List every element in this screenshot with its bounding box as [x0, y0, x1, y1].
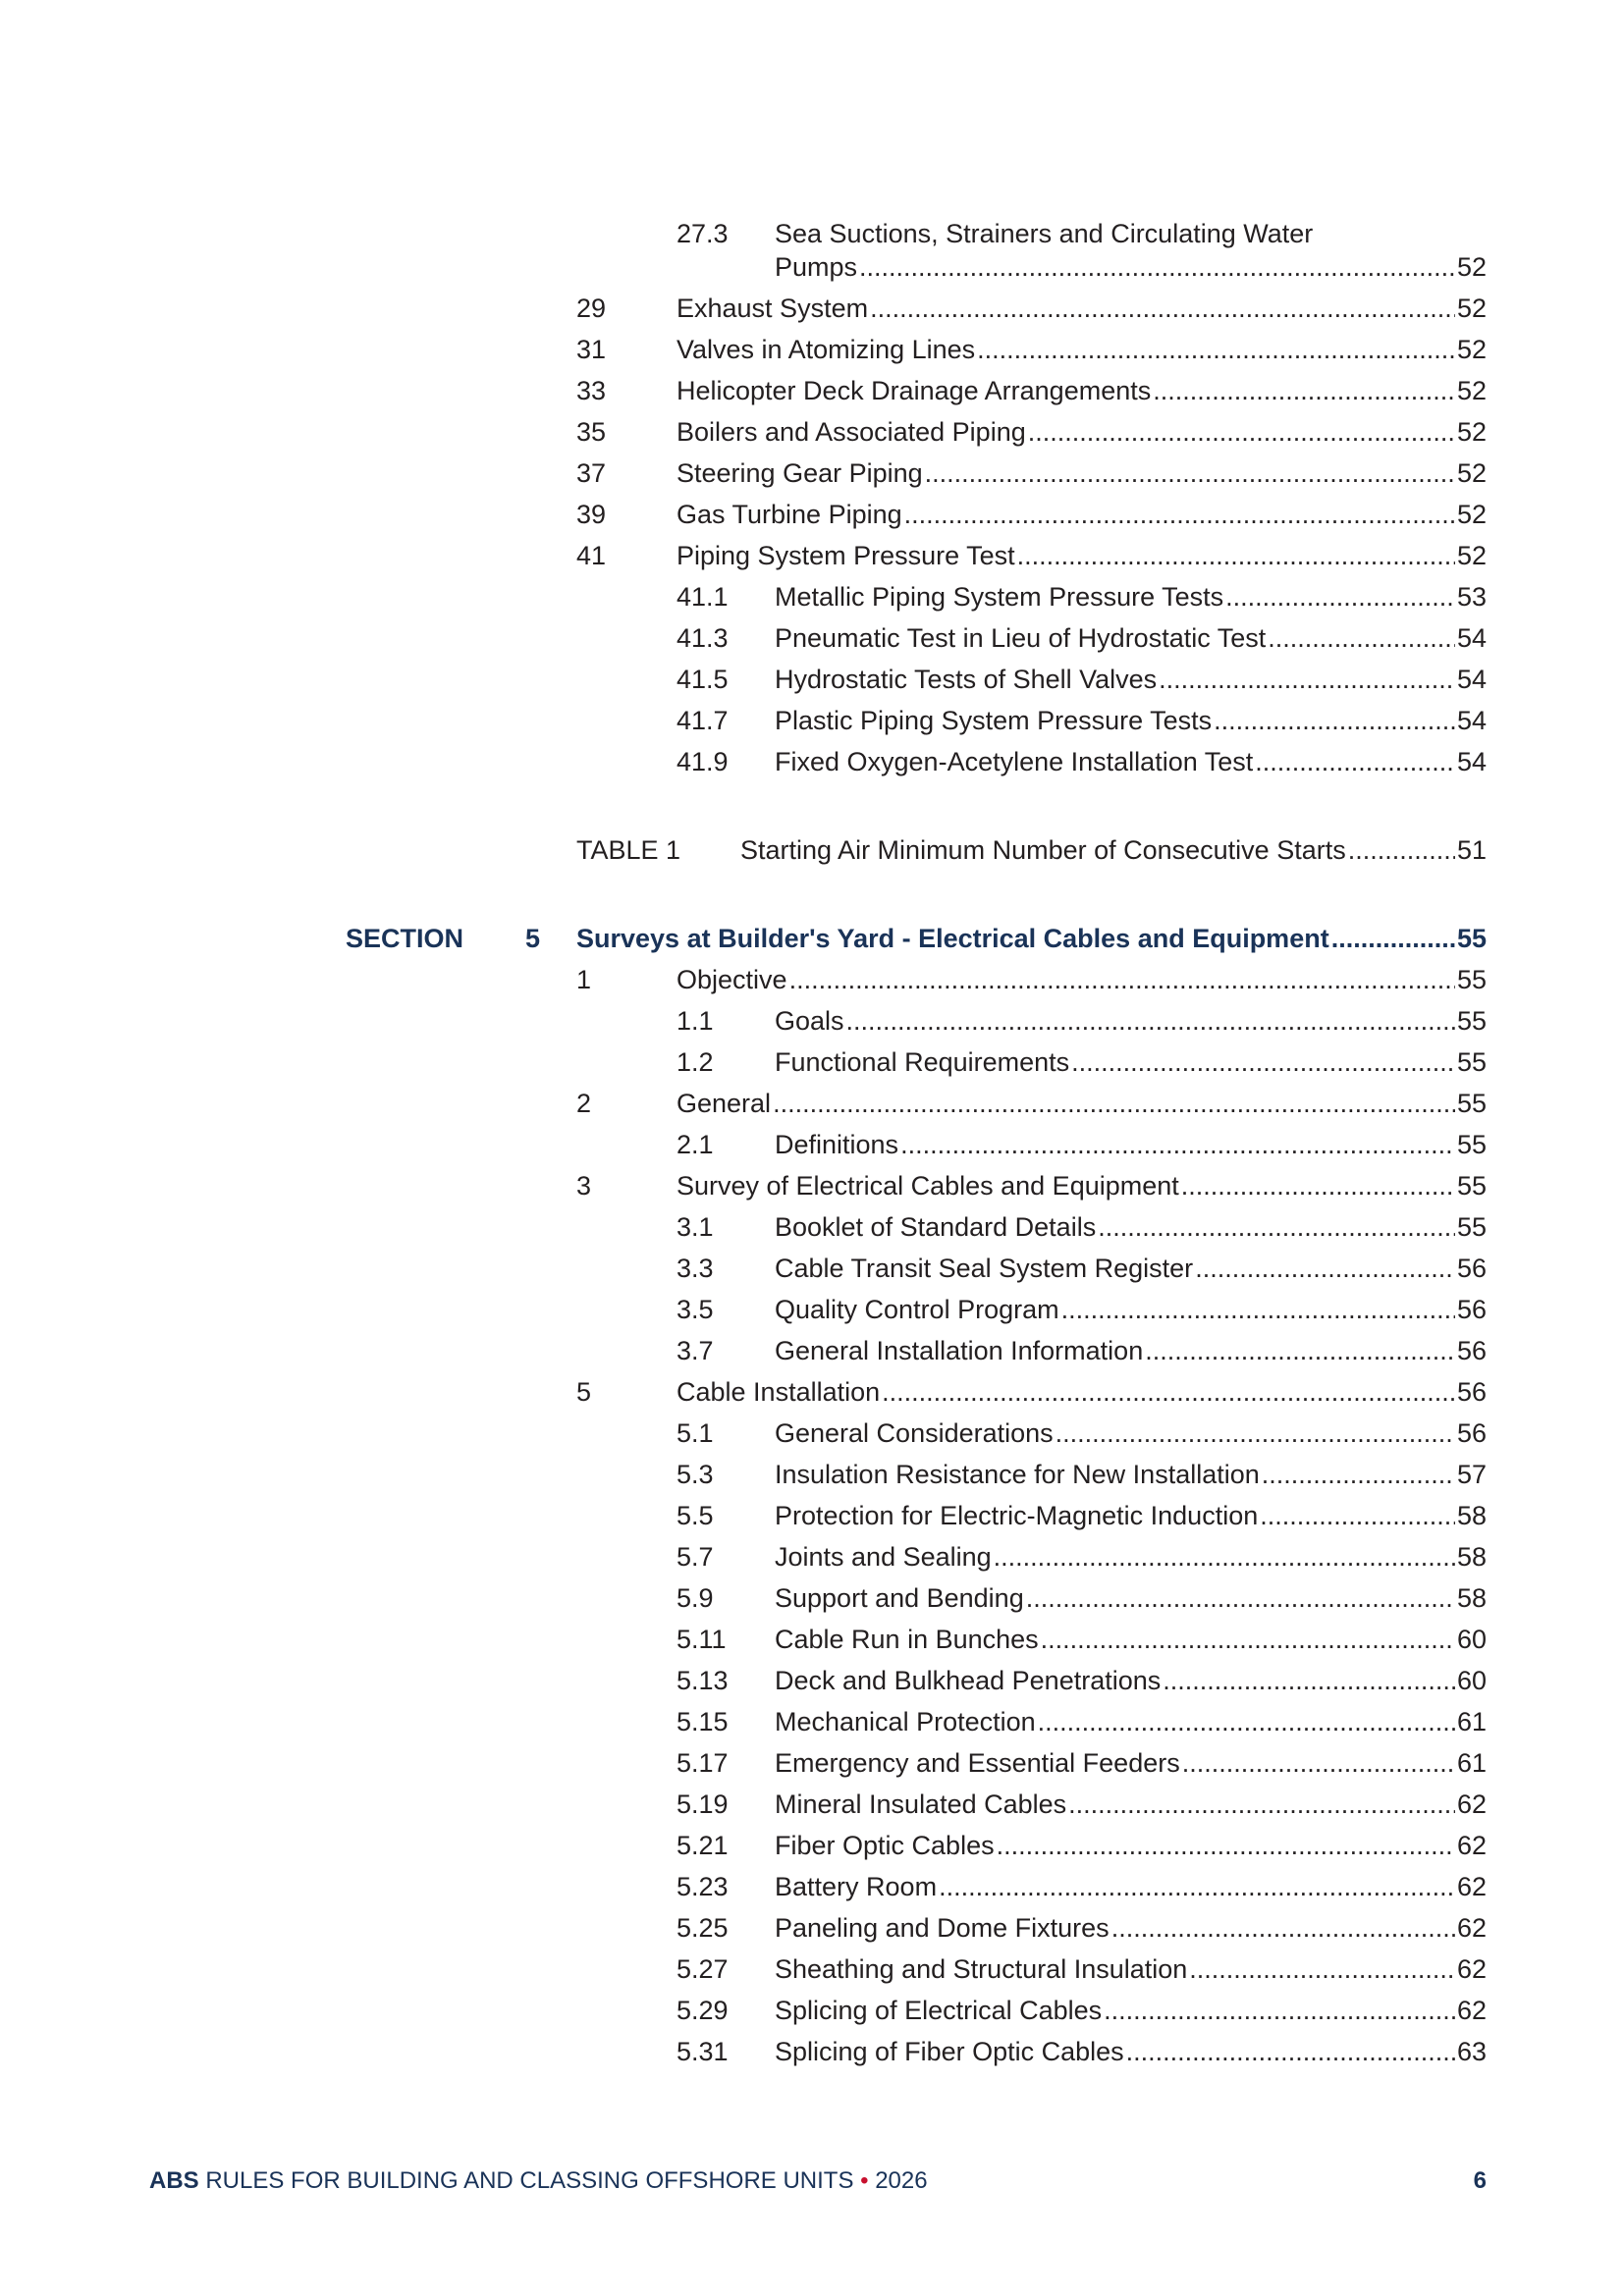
- toc-title: Fiber Optic Cables: [775, 1831, 995, 1860]
- toc-title-row: [677, 536, 1487, 575]
- toc-entry[interactable]: [0, 289, 1624, 328]
- toc-leader-dots: [1056, 1414, 1455, 1453]
- toc-leader-dots: [1028, 412, 1455, 452]
- toc-number: 41.5: [677, 665, 729, 694]
- toc-page-number: 52: [1456, 376, 1487, 405]
- toc-title: Objective: [677, 965, 787, 994]
- toc-title-row: [775, 1620, 1487, 1659]
- toc-page-number: 62: [1456, 1831, 1487, 1860]
- toc-title-row: [775, 701, 1487, 740]
- toc-title: Hydrostatic Tests of Shell Valves: [775, 665, 1158, 694]
- toc-page-number: 58: [1456, 1583, 1487, 1613]
- toc-page-number: 61: [1456, 1707, 1487, 1736]
- toc-leader-dots: [1026, 1578, 1455, 1618]
- toc-subentry[interactable]: [0, 1537, 1624, 1576]
- toc-page-number: 52: [1456, 335, 1487, 364]
- footer-page-number: 6: [1473, 2167, 1487, 2194]
- toc-subentry[interactable]: [0, 1290, 1624, 1329]
- toc-page-number: 55: [1456, 1006, 1487, 1036]
- toc-number: 1.2: [677, 1047, 714, 1077]
- toc-subentry[interactable]: [0, 701, 1624, 740]
- toc-subentry[interactable]: [0, 214, 1624, 289]
- toc-number: 5: [576, 1377, 592, 1407]
- toc-title-row: [677, 371, 1487, 410]
- toc-title-row: [775, 1042, 1487, 1082]
- toc-section-heading[interactable]: [0, 919, 1624, 958]
- toc-title-row: [775, 1991, 1487, 2030]
- toc-subentry[interactable]: [0, 1496, 1624, 1535]
- toc-number: 1: [576, 965, 592, 994]
- toc-title-row: [775, 618, 1487, 658]
- toc-title: Splicing of Electrical Cables: [775, 1996, 1103, 2025]
- toc-page-number: 55: [1456, 1089, 1487, 1118]
- toc-subentry[interactable]: [0, 1249, 1624, 1288]
- toc-page-number: 62: [1456, 1872, 1487, 1901]
- toc-leader-dots: [1255, 742, 1455, 781]
- page-footer: [149, 2163, 1487, 2199]
- toc-title-row: [677, 960, 1487, 999]
- toc-entry[interactable]: [0, 371, 1624, 410]
- toc-page-number: 56: [1456, 1336, 1487, 1365]
- toc-title: Valves in Atomizing Lines: [677, 335, 976, 364]
- toc-entry[interactable]: [0, 454, 1624, 493]
- toc-leader-dots: [1189, 1949, 1455, 1989]
- toc-title-row: [677, 330, 1487, 369]
- toc-leader-dots: [773, 1084, 1455, 1123]
- toc-title: Support and Bending: [775, 1583, 1024, 1613]
- toc-title-row: [775, 1578, 1487, 1618]
- toc-leader-dots: [1262, 1455, 1455, 1494]
- toc-page-number: 56: [1456, 1254, 1487, 1283]
- toc-page-number: 62: [1456, 1996, 1487, 2025]
- toc-leader-dots: [925, 454, 1455, 493]
- toc-title-row: [775, 1908, 1487, 1948]
- toc-title: Steering Gear Piping: [677, 458, 923, 488]
- toc-number: 3.1: [677, 1212, 714, 1242]
- toc-title: Mechanical Protection: [775, 1707, 1036, 1736]
- toc-subentry[interactable]: [0, 1620, 1624, 1659]
- toc-title: Functional Requirements: [775, 1047, 1070, 1077]
- toc-title-row: [677, 412, 1487, 452]
- toc-subentry[interactable]: [0, 1042, 1624, 1082]
- toc-title: Splicing of Fiber Optic Cables: [775, 2037, 1124, 2066]
- toc-page-number: 55: [1456, 1130, 1487, 1159]
- toc-page-number: 62: [1456, 1789, 1487, 1819]
- toc-title: Gas Turbine Piping: [677, 500, 902, 529]
- toc-leader-dots: [1145, 1331, 1455, 1370]
- toc-page-number: 55: [1456, 1171, 1487, 1201]
- toc-entry[interactable]: [0, 1166, 1624, 1205]
- toc-leader-dots: [1061, 1290, 1455, 1329]
- toc-number: 37: [576, 458, 607, 488]
- footer-brand: ABS: [149, 2167, 199, 2194]
- toc-number: 5.25: [677, 1913, 729, 1943]
- toc-title: Exhaust System: [677, 294, 869, 323]
- toc-title: Sheathing and Structural Insulation: [775, 1954, 1188, 1984]
- toc-leader-dots: [1348, 830, 1455, 870]
- toc-title: Cable Installation: [677, 1377, 881, 1407]
- toc-entry[interactable]: [0, 330, 1624, 369]
- toc-leader-dots: [1071, 1042, 1455, 1082]
- toc-page-number: 55: [1456, 1212, 1487, 1242]
- toc-page-number: 52: [1456, 541, 1487, 570]
- toc-subentry[interactable]: [0, 1785, 1624, 1824]
- toc-page-number: 55: [1456, 924, 1487, 953]
- toc-number: 5.11: [677, 1625, 727, 1654]
- toc-page-number: 54: [1456, 706, 1487, 735]
- toc-number: 35: [576, 417, 607, 447]
- toc-title: Protection for Electric-Magnetic Induction: [775, 1501, 1259, 1530]
- toc-subentry[interactable]: [0, 660, 1624, 699]
- toc-page-number: 52: [1456, 252, 1487, 282]
- toc-title-row: [775, 1496, 1487, 1535]
- footer-title: RULES FOR BUILDING AND CLASSING OFFSHORE UNITS: [198, 2167, 861, 2194]
- toc-page-number: 52: [1456, 458, 1487, 488]
- toc-number: 3: [576, 1171, 592, 1201]
- toc-title-row: [775, 1949, 1487, 1989]
- toc-title-row: [677, 495, 1487, 534]
- toc-page-number: 63: [1456, 2037, 1487, 2066]
- toc-number: 3.5: [677, 1295, 714, 1324]
- toc-title-row: [775, 742, 1487, 781]
- toc-number: 5.29: [677, 1996, 729, 2025]
- toc-leader-dots: [1068, 1785, 1455, 1824]
- toc-title-row: [677, 289, 1487, 328]
- footer-bullet: •: [860, 2167, 869, 2194]
- toc-title-row: [775, 1867, 1487, 1906]
- toc-entry[interactable]: [0, 495, 1624, 534]
- toc-subentry[interactable]: [0, 1661, 1624, 1700]
- toc-title-row: [775, 1785, 1487, 1824]
- toc-number: 27.3: [677, 219, 729, 248]
- toc-page-number: 54: [1456, 747, 1487, 776]
- toc-title-continuation: Pumps: [775, 252, 858, 282]
- toc-number: 33: [576, 376, 607, 405]
- toc-title: Plastic Piping System Pressure Tests: [775, 706, 1213, 735]
- toc-title-row: [775, 1455, 1487, 1494]
- toc-page-number: 54: [1456, 623, 1487, 653]
- toc-leader-dots: [1182, 1743, 1455, 1783]
- toc-number: 1.1: [677, 1006, 714, 1036]
- toc-page-number: 56: [1456, 1295, 1487, 1324]
- toc-leader-dots: [882, 1372, 1455, 1412]
- toc-leader-dots: [1041, 1620, 1455, 1659]
- toc-page-number: 52: [1456, 294, 1487, 323]
- toc-entry[interactable]: [0, 960, 1624, 999]
- toc-title: Booklet of Standard Details: [775, 1212, 1097, 1242]
- toc-title-continuation-row: [775, 247, 1487, 287]
- toc-number: 41.1: [677, 582, 729, 612]
- toc-page-number: 55: [1456, 965, 1487, 994]
- toc-title-row: [775, 1001, 1487, 1041]
- toc-title-row: [677, 454, 1487, 493]
- toc-number: 5.9: [677, 1583, 714, 1613]
- toc-title-row: [677, 1084, 1487, 1123]
- toc-title: General Installation Information: [775, 1336, 1144, 1365]
- toc-title: Battery Room: [775, 1872, 938, 1901]
- toc-page-number: 53: [1456, 582, 1487, 612]
- toc-subentry[interactable]: [0, 1578, 1624, 1618]
- toc-number: 5: [525, 924, 541, 953]
- toc-number: TABLE 1: [576, 835, 681, 865]
- toc-leader-dots: [789, 960, 1455, 999]
- toc-leader-dots: [1098, 1207, 1455, 1247]
- toc-title-row: [775, 1414, 1487, 1453]
- toc-page-number: 60: [1456, 1666, 1487, 1695]
- toc-leader-dots: [1017, 536, 1455, 575]
- toc-leader-dots: [1214, 701, 1455, 740]
- toc-subentry[interactable]: [0, 1743, 1624, 1783]
- toc-entry[interactable]: [0, 412, 1624, 452]
- toc-title-row: [677, 1166, 1487, 1205]
- toc-number: 5.19: [677, 1789, 729, 1819]
- toc-number: 2.1: [677, 1130, 714, 1159]
- toc-leader-dots: [870, 289, 1455, 328]
- toc-title: Deck and Bulkhead Penetrations: [775, 1666, 1162, 1695]
- toc-title-row: [775, 577, 1487, 616]
- toc-title: Cable Run in Bunches: [775, 1625, 1039, 1654]
- toc-leader-dots: [1153, 371, 1455, 410]
- toc-leader-dots: [1260, 1496, 1455, 1535]
- toc-leader-dots: [1159, 660, 1455, 699]
- toc-table-entry[interactable]: [0, 830, 1624, 870]
- toc-title: Definitions: [775, 1130, 899, 1159]
- toc-subentry[interactable]: [0, 742, 1624, 781]
- section-label: SECTION: [346, 924, 464, 953]
- toc-subentry[interactable]: [0, 1455, 1624, 1494]
- toc-number: 41: [576, 541, 607, 570]
- toc-subentry[interactable]: [0, 1949, 1624, 1989]
- toc-title: Emergency and Essential Feeders: [775, 1748, 1180, 1778]
- toc-leader-dots: [994, 1537, 1455, 1576]
- toc-title-row: [775, 1826, 1487, 1865]
- toc-subentry[interactable]: [0, 1908, 1624, 1948]
- toc-number: 5.1: [677, 1418, 714, 1448]
- toc-title: General: [677, 1089, 772, 1118]
- toc-title: Piping System Pressure Test: [677, 541, 1015, 570]
- toc-subentry[interactable]: [0, 1702, 1624, 1741]
- toc-title-row: [775, 1537, 1487, 1576]
- toc-title-row: [576, 919, 1487, 958]
- toc-title: Surveys at Builder's Yard - Electrical Cables and Equipment: [576, 924, 1329, 953]
- toc-number: 5.5: [677, 1501, 714, 1530]
- toc-title-row: [740, 830, 1487, 870]
- toc-leader-dots: [1163, 1661, 1455, 1700]
- toc-entry[interactable]: [0, 1084, 1624, 1123]
- toc-subentry[interactable]: [0, 2032, 1624, 2071]
- footer-year: 2026: [868, 2167, 928, 2194]
- toc-title-row: [775, 1249, 1487, 1288]
- toc-title-row: [775, 2032, 1487, 2071]
- toc-title: Goals: [775, 1006, 844, 1036]
- toc-leader-dots: [859, 247, 1455, 287]
- toc-number: 2: [576, 1089, 592, 1118]
- toc-title: Paneling and Dome Fixtures: [775, 1913, 1110, 1943]
- toc-entry[interactable]: [0, 536, 1624, 575]
- toc-number: 41.3: [677, 623, 729, 653]
- toc-title-row: [775, 1290, 1487, 1329]
- toc-page-number: 58: [1456, 1542, 1487, 1572]
- toc-subentry[interactable]: [0, 618, 1624, 658]
- toc-title-row: [677, 1372, 1487, 1412]
- toc-number: 39: [576, 500, 607, 529]
- toc-title-row: [775, 1207, 1487, 1247]
- toc-leader-dots: [900, 1125, 1455, 1164]
- toc-title: Quality Control Program: [775, 1295, 1059, 1324]
- toc-title-row: [775, 1702, 1487, 1741]
- toc-page-number: 58: [1456, 1501, 1487, 1530]
- toc-subentry[interactable]: [0, 1331, 1624, 1370]
- toc-title: Joints and Sealing: [775, 1542, 992, 1572]
- toc-leader-dots: [846, 1001, 1455, 1041]
- toc-subentry[interactable]: [0, 1414, 1624, 1453]
- toc-title: Metallic Piping System Pressure Tests: [775, 582, 1224, 612]
- toc-title: Sea Suctions, Strainers and Circulating Water: [775, 219, 1314, 248]
- toc-page-number: 57: [1456, 1460, 1487, 1489]
- toc-subentry[interactable]: [0, 1207, 1624, 1247]
- toc-page-number: 60: [1456, 1625, 1487, 1654]
- toc-page-number: 62: [1456, 1913, 1487, 1943]
- toc-title-row: [775, 1331, 1487, 1370]
- toc-subentry[interactable]: [0, 1001, 1624, 1041]
- toc-leader-dots: [1331, 919, 1455, 958]
- toc-page-number: 54: [1456, 665, 1487, 694]
- toc-entry[interactable]: [0, 1372, 1624, 1412]
- toc-leader-dots: [1038, 1702, 1455, 1741]
- toc-number: 5.17: [677, 1748, 729, 1778]
- toc-subentry[interactable]: [0, 1125, 1624, 1164]
- toc-page-number: 52: [1456, 417, 1487, 447]
- toc-title: General Considerations: [775, 1418, 1054, 1448]
- toc-title: Fixed Oxygen-Acetylene Installation Test: [775, 747, 1254, 776]
- toc-leader-dots: [997, 1826, 1455, 1865]
- toc-leader-dots: [1268, 618, 1455, 658]
- toc-page-number: 62: [1456, 1954, 1487, 1984]
- toc-number: 29: [576, 294, 607, 323]
- toc-number: 5.27: [677, 1954, 729, 1984]
- toc-title: Mineral Insulated Cables: [775, 1789, 1067, 1819]
- toc-title-row: [775, 660, 1487, 699]
- toc-title: Pneumatic Test in Lieu of Hydrostatic Test: [775, 623, 1267, 653]
- toc-leader-dots: [1126, 2032, 1455, 2071]
- toc-number: 5.15: [677, 1707, 729, 1736]
- toc-leader-dots: [1225, 577, 1455, 616]
- toc-number: 5.3: [677, 1460, 714, 1489]
- toc-title: Survey of Electrical Cables and Equipment: [677, 1171, 1179, 1201]
- toc-page-number: 61: [1456, 1748, 1487, 1778]
- toc-title: Helicopter Deck Drainage Arrangements: [677, 376, 1152, 405]
- toc-number: 5.21: [677, 1831, 729, 1860]
- toc-subentry[interactable]: [0, 1991, 1624, 2030]
- toc-number: 3.3: [677, 1254, 714, 1283]
- toc-subentry[interactable]: [0, 1826, 1624, 1865]
- toc-title-row: [775, 1125, 1487, 1164]
- toc-page-number: 56: [1456, 1418, 1487, 1448]
- toc-leader-dots: [1111, 1908, 1455, 1948]
- toc-page-number: 51: [1456, 835, 1487, 865]
- toc-title: Boilers and Associated Piping: [677, 417, 1026, 447]
- toc-number: 5.7: [677, 1542, 714, 1572]
- toc-number: 31: [576, 335, 607, 364]
- toc-title: Insulation Resistance for New Installation: [775, 1460, 1260, 1489]
- toc-title: Starting Air Minimum Number of Consecutive Starts: [740, 835, 1346, 865]
- toc-number: 5.23: [677, 1872, 729, 1901]
- toc-leader-dots: [904, 495, 1455, 534]
- toc-number: 41.9: [677, 747, 729, 776]
- toc-leader-dots: [1104, 1991, 1455, 2030]
- toc-page-number: 55: [1456, 1047, 1487, 1077]
- toc-leader-dots: [939, 1867, 1455, 1906]
- toc-subentry[interactable]: [0, 1867, 1624, 1906]
- toc-leader-dots: [1181, 1166, 1455, 1205]
- toc-title: Cable Transit Seal System Register: [775, 1254, 1194, 1283]
- toc-number: 5.13: [677, 1666, 729, 1695]
- toc-page-number: 56: [1456, 1377, 1487, 1407]
- toc-number: 41.7: [677, 706, 729, 735]
- toc-leader-dots: [1195, 1249, 1455, 1288]
- toc-subentry[interactable]: [0, 577, 1624, 616]
- toc-number: 3.7: [677, 1336, 714, 1365]
- toc-title-row: [775, 1661, 1487, 1700]
- toc-leader-dots: [977, 330, 1455, 369]
- toc-page-number: 52: [1456, 500, 1487, 529]
- toc-number: 5.31: [677, 2037, 729, 2066]
- toc-title-row: [775, 1743, 1487, 1783]
